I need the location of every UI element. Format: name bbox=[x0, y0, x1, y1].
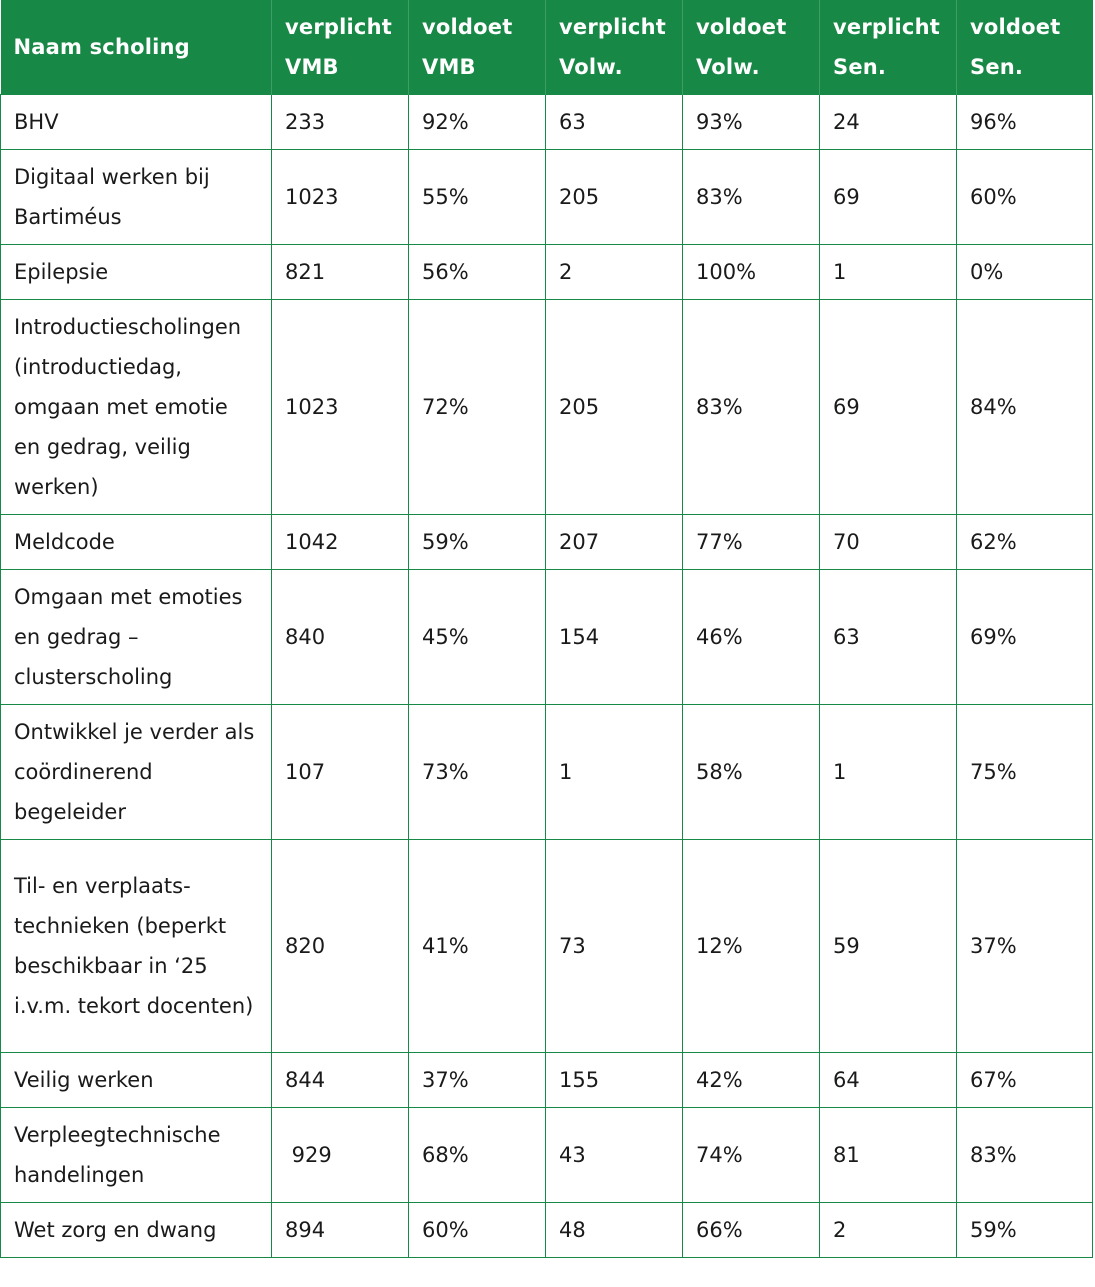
header-name: Naam scholing bbox=[1, 0, 272, 94]
cell-volw-compliant: 83% bbox=[683, 299, 820, 514]
cell-sen-required: 1 bbox=[820, 244, 957, 299]
cell-sen-compliant: 67% bbox=[957, 1052, 1093, 1107]
header-vmb-compliant: voldoet VMB bbox=[409, 0, 546, 94]
table-row bbox=[1, 514, 1093, 569]
cell-vmb-required: 1023 bbox=[272, 149, 409, 244]
cell-vmb-compliant: 55% bbox=[409, 149, 546, 244]
cell-volw-compliant: 100% bbox=[683, 244, 820, 299]
cell-volw-required: 154 bbox=[546, 569, 683, 704]
cell-vmb-compliant: 45% bbox=[409, 569, 546, 704]
cell-volw-required: 1 bbox=[546, 704, 683, 839]
cell-sen-compliant: 62% bbox=[957, 514, 1093, 569]
cell-sen-compliant: 60% bbox=[957, 149, 1093, 244]
cell-name: BHV bbox=[1, 94, 272, 149]
cell-volw-compliant: 93% bbox=[683, 94, 820, 149]
cell-vmb-compliant: 37% bbox=[409, 1052, 546, 1107]
cell-sen-required: 59 bbox=[820, 839, 957, 1052]
table-row bbox=[1, 1052, 1093, 1107]
cell-volw-required: 2 bbox=[546, 244, 683, 299]
cell-vmb-required: 107 bbox=[272, 704, 409, 839]
cell-sen-compliant: 37% bbox=[957, 839, 1093, 1052]
cell-sen-required: 63 bbox=[820, 569, 957, 704]
cell-sen-required: 2 bbox=[820, 1202, 957, 1257]
cell-volw-compliant: 83% bbox=[683, 149, 820, 244]
cell-volw-required: 43 bbox=[546, 1107, 683, 1202]
cell-sen-required: 69 bbox=[820, 149, 957, 244]
cell-name: Epilepsie bbox=[1, 244, 272, 299]
header-vmb-required: verplicht VMB bbox=[272, 0, 409, 94]
cell-volw-compliant: 58% bbox=[683, 704, 820, 839]
header-sen-compliant: voldoet Sen. bbox=[957, 0, 1093, 94]
cell-sen-compliant: 84% bbox=[957, 299, 1093, 514]
table-row bbox=[1, 94, 1093, 149]
cell-volw-compliant: 66% bbox=[683, 1202, 820, 1257]
cell-vmb-compliant: 73% bbox=[409, 704, 546, 839]
header-volw-compliant: voldoet Volw. bbox=[683, 0, 820, 94]
cell-sen-compliant: 59% bbox=[957, 1202, 1093, 1257]
table-row bbox=[1, 704, 1093, 839]
cell-volw-required: 205 bbox=[546, 299, 683, 514]
cell-volw-compliant: 46% bbox=[683, 569, 820, 704]
cell-name: Digitaal werken bij Bartiméus bbox=[1, 149, 272, 244]
cell-name: Ontwikkel je verder als coördinerend begeleider bbox=[1, 704, 272, 839]
header-sen-required: verplicht Sen. bbox=[820, 0, 957, 94]
cell-vmb-compliant: 68% bbox=[409, 1107, 546, 1202]
cell-volw-compliant: 12% bbox=[683, 839, 820, 1052]
cell-sen-required: 1 bbox=[820, 704, 957, 839]
header-volw-required: verplicht Volw. bbox=[546, 0, 683, 94]
cell-name: Wet zorg en dwang bbox=[1, 1202, 272, 1257]
header-row bbox=[1, 0, 1093, 94]
cell-vmb-required: 821 bbox=[272, 244, 409, 299]
cell-vmb-required: 929 bbox=[272, 1107, 409, 1202]
cell-sen-compliant: 83% bbox=[957, 1107, 1093, 1202]
cell-sen-required: 24 bbox=[820, 94, 957, 149]
cell-vmb-compliant: 60% bbox=[409, 1202, 546, 1257]
cell-vmb-required: 1023 bbox=[272, 299, 409, 514]
cell-name: Veilig werken bbox=[1, 1052, 272, 1107]
table-header bbox=[1, 0, 1093, 94]
table-row bbox=[1, 1107, 1093, 1202]
cell-volw-compliant: 42% bbox=[683, 1052, 820, 1107]
cell-vmb-required: 840 bbox=[272, 569, 409, 704]
cell-volw-compliant: 74% bbox=[683, 1107, 820, 1202]
cell-vmb-required: 820 bbox=[272, 839, 409, 1052]
cell-sen-compliant: 75% bbox=[957, 704, 1093, 839]
table-row bbox=[1, 149, 1093, 244]
cell-vmb-required: 233 bbox=[272, 94, 409, 149]
cell-volw-required: 48 bbox=[546, 1202, 683, 1257]
cell-vmb-compliant: 72% bbox=[409, 299, 546, 514]
cell-vmb-required: 1042 bbox=[272, 514, 409, 569]
table-row bbox=[1, 299, 1093, 514]
cell-sen-required: 64 bbox=[820, 1052, 957, 1107]
cell-volw-required: 73 bbox=[546, 839, 683, 1052]
cell-name: Verpleegtechnische handelingen bbox=[1, 1107, 272, 1202]
cell-sen-required: 81 bbox=[820, 1107, 957, 1202]
table-row bbox=[1, 569, 1093, 704]
cell-vmb-compliant: 56% bbox=[409, 244, 546, 299]
cell-volw-required: 63 bbox=[546, 94, 683, 149]
cell-sen-required: 70 bbox=[820, 514, 957, 569]
cell-name: Omgaan met emoties en gedrag – clusterscholing bbox=[1, 569, 272, 704]
cell-volw-required: 155 bbox=[546, 1052, 683, 1107]
cell-volw-compliant: 77% bbox=[683, 514, 820, 569]
cell-sen-compliant: 96% bbox=[957, 94, 1093, 149]
cell-sen-required: 69 bbox=[820, 299, 957, 514]
cell-vmb-compliant: 59% bbox=[409, 514, 546, 569]
cell-name: Til- en verplaats-technieken (beperkt beschikbaar in ‘25 i.v.m. tekort docenten) bbox=[1, 839, 272, 1052]
cell-sen-compliant: 0% bbox=[957, 244, 1093, 299]
cell-volw-required: 205 bbox=[546, 149, 683, 244]
cell-vmb-required: 844 bbox=[272, 1052, 409, 1107]
table-row bbox=[1, 839, 1093, 1052]
table-row bbox=[1, 1202, 1093, 1257]
cell-name: Meldcode bbox=[1, 514, 272, 569]
cell-vmb-compliant: 92% bbox=[409, 94, 546, 149]
table-row bbox=[1, 244, 1093, 299]
table-body bbox=[1, 94, 1093, 1257]
cell-vmb-compliant: 41% bbox=[409, 839, 546, 1052]
cell-vmb-required: 894 bbox=[272, 1202, 409, 1257]
cell-volw-required: 207 bbox=[546, 514, 683, 569]
cell-name: Introductiescholingen (introductiedag, omgaan met emotie en gedrag, veilig werken) bbox=[1, 299, 272, 514]
cell-sen-compliant: 69% bbox=[957, 569, 1093, 704]
